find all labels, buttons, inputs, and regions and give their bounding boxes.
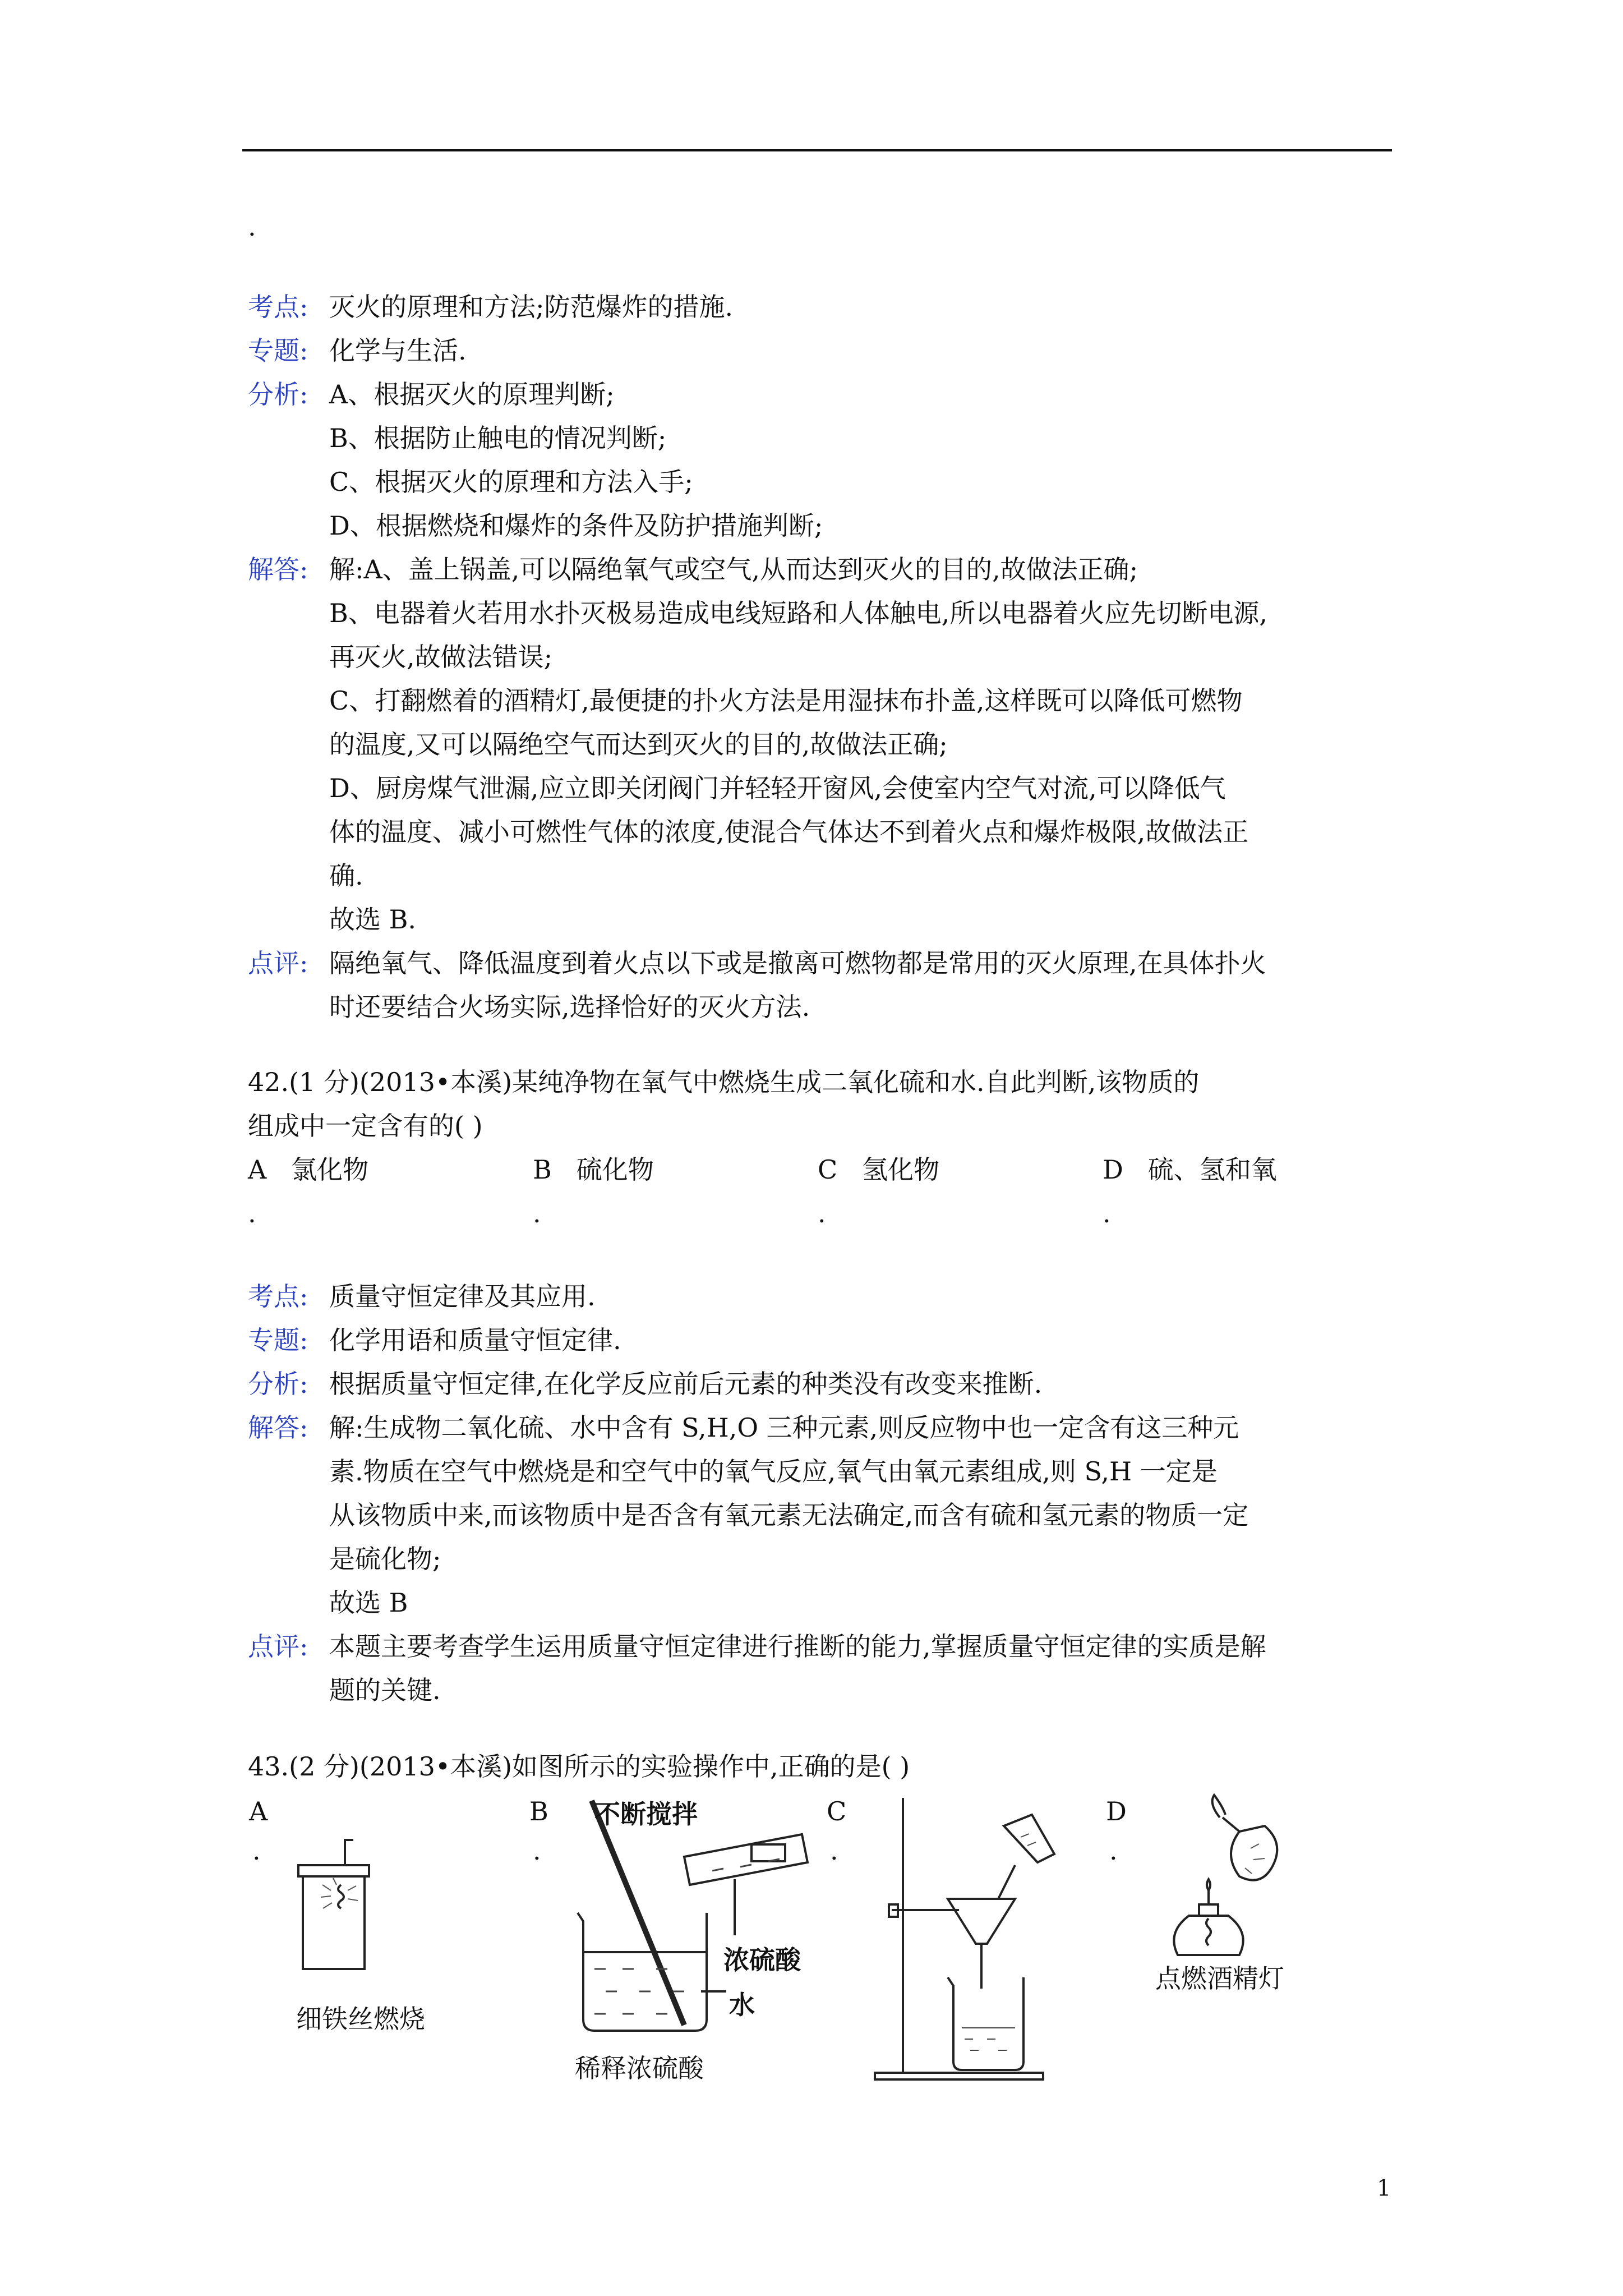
fenxi-label[interactable]: 分析: [248,1369,308,1399]
fenxi-line: C、根据灭火的原理和方法入手; [329,467,693,497]
figure-caption-b: 稀释浓硫酸 [575,2053,704,2083]
dot-text: . [248,211,256,242]
option-dot: . [818,1198,826,1228]
jieda-line: 体的温度、减小可燃性气体的浓度,使混合气体达不到着火点和爆炸极限,故做法正 [329,817,1249,847]
zhuanti-row [248,329,1392,372]
option-a[interactable] [248,1148,368,1191]
jieda-line: 的温度,又可以隔绝空气而达到灭火的目的,故做法正确; [329,729,948,760]
q43-stem: 43.(2 分)(2013•本溪)如图所示的实验操作中,正确的是( ) [248,1751,910,1782]
option-letter: B [529,1796,548,1826]
option-text: 氢化物 [862,1154,940,1185]
kaodian-row [248,285,1392,329]
fenxi-text: 根据质量守恒定律,在化学反应前后元素的种类没有改变来推断. [329,1369,1043,1399]
option-dot: . [252,1835,261,1866]
jieda-label[interactable]: 解答: [248,1412,308,1443]
option-letter: D [1106,1796,1127,1826]
filtration-figure [864,1792,1099,2084]
option-letter: D [1103,1154,1123,1185]
dianping-row [248,941,1392,985]
page-number: 1 [1377,2175,1391,2201]
jieda-line: 解:生成物二氧化硫、水中含有 S,H,O 三种元素,则反应物中也一定含有这三种元 [329,1412,1239,1443]
dianping-line: 题的关键. [329,1675,441,1705]
q41-analysis [248,285,1392,1029]
jieda-line: 是硫化物; [329,1544,441,1574]
leading-dot [248,205,1392,249]
q42-options [248,1148,1392,1191]
option-dot: . [1103,1198,1111,1228]
jieda-line: 故选 B. [329,904,417,935]
option-dot: . [248,1198,256,1228]
zhuanti-text: 化学用语和质量守恒定律. [329,1325,621,1355]
option-letter: C [818,1154,838,1185]
q42-analysis [248,1274,1392,1712]
option-text: 氯化物 [291,1154,369,1185]
option-b[interactable] [533,1148,654,1191]
option-letter: A [248,1154,267,1185]
header-rule [242,149,1392,151]
zhuanti-label[interactable]: 专题: [248,1325,308,1355]
fenxi-line: D、根据燃烧和爆炸的条件及防护措施判断; [329,510,823,541]
q42-stem-line: 组成中一定含有的( ) [248,1111,483,1141]
option-letter: B [533,1154,552,1185]
q42-option-dots [248,1191,1392,1235]
fenxi-label[interactable]: 分析: [248,379,308,409]
dianping-line: 本题主要考查学生运用质量守恒定律进行推断的能力,掌握质量守恒定律的实质是解 [329,1631,1266,1662]
option-dot: . [830,1835,838,1866]
option-dot: . [1109,1835,1118,1866]
jieda-line: 故选 B [329,1588,408,1618]
figure-caption-d: 点燃酒精灯 [1155,1963,1284,1994]
iron-wire-burning-figure [292,1834,376,1975]
jieda-line: D、厨房煤气泄漏,应立即关闭阀门并轻轻开窗风,会使室内空气对流,可以降低气 [329,773,1226,803]
fenxi-line: B、根据防止触电的情况判断; [329,423,667,453]
zhuanti-label[interactable]: 专题: [248,335,308,366]
option-c[interactable] [818,1148,939,1191]
jieda-line: 再灭火,故做法错误; [329,642,553,672]
kaodian-text: 灭火的原理和方法;防范爆炸的措施. [329,292,734,322]
jieda-row [248,547,1392,591]
figure-caption-a: 细铁丝燃烧 [296,2004,425,2034]
jieda-label[interactable]: 解答: [248,554,308,585]
jieda-line: C、打翻燃着的酒精灯,最便捷的扑火方法是用湿抹布扑盖,这样既可以降低可燃物 [329,685,1243,716]
q43 [248,1745,1392,1788]
dianping-line: 隔绝氧气、降低温度到着火点以下或是撤离可燃物都是常用的灭火原理,在具体扑火 [329,948,1266,978]
jieda-line: B、电器着火若用水扑灭极易造成电线短路和人体触电,所以电器着火应先切断电源, [329,598,1268,628]
jieda-line: 确. [329,861,363,891]
kaodian-label[interactable]: 考点: [248,292,308,322]
q42 [248,1060,1392,1235]
dianping-label[interactable]: 点评: [248,948,308,978]
option-d[interactable] [1103,1148,1277,1191]
option-dot: . [533,1835,541,1866]
dianping-line: 时还要结合火场实际,选择恰好的灭火方法. [329,992,810,1022]
option-dot: . [533,1198,541,1228]
kaodian-text: 质量守恒定律及其应用. [329,1281,596,1312]
fenxi-line: A、根据灭火的原理判断; [329,379,615,409]
option-letter: A [249,1796,268,1826]
jieda-line: 解:A、盖上锅盖,可以隔绝氧气或空气,从而达到灭火的目的,故做法正确; [329,554,1138,585]
jieda-line: 从该物质中来,而该物质中是否含有氧元素无法确定,而含有硫和氢元素的物质一定 [329,1500,1249,1530]
fenxi-row [248,372,1392,416]
alcohol-lamp-figure [1155,1792,1290,1972]
kaodian-label[interactable]: 考点: [248,1281,308,1312]
dianping-label[interactable]: 点评: [248,1631,308,1662]
option-text: 硫化物 [576,1154,654,1185]
jieda-line: 素.物质在空气中燃烧是和空气中的氧气反应,氧气由氧元素组成,则 S,H 一定是 [329,1456,1218,1487]
figure-label-acid: 浓硫酸 [723,1945,801,1975]
zhuanti-text: 化学与生活. [329,335,467,366]
option-letter: C [827,1796,847,1826]
figure-label-stir: 不断搅拌 [594,1799,698,1829]
q42-stem-line: 42.(1 分)(2013•本溪)某纯净物在氧气中燃烧生成二氧化硫和水.自此判断,该物质的 [248,1067,1200,1097]
figure-label-water: 水 [729,1990,755,2020]
option-text: 硫、氢和氧 [1147,1154,1277,1185]
